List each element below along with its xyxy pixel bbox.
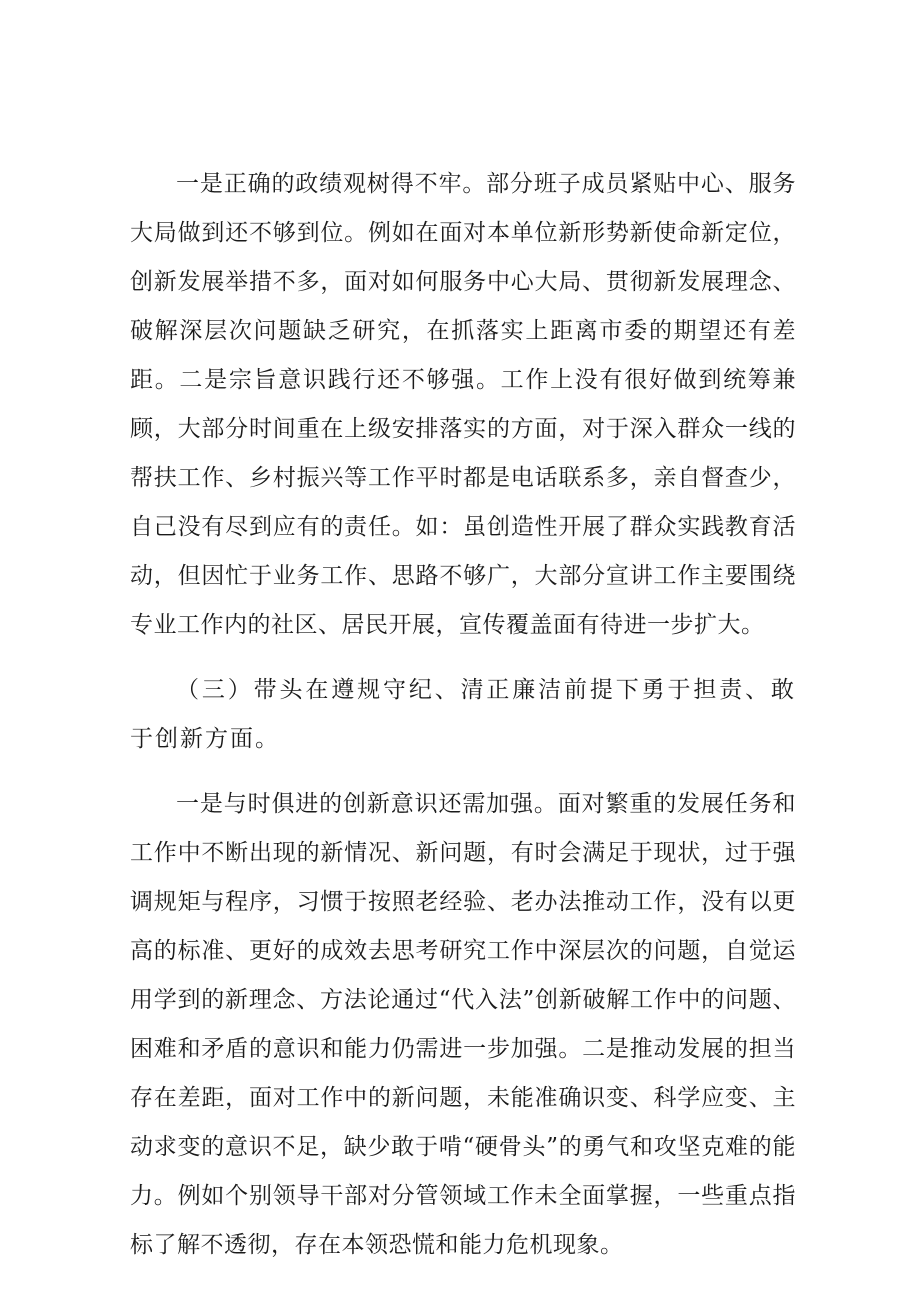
paragraph-innovation-awareness: 一是与时俱进的创新意识还需加强。面对繁重的发展任务和工作中不断出现的新情况、新问题，有时会满足于现状，过于强调规矩与程序，习惯于按照老经验、老办法推动工作，没有以更高的标准、更好的成效去思考研究工作中深层次的问题，自觉运用学到的新理念、方法论通过“代入法”创新破解工作中的问题、困难和矛盾的意识和能力仍需进一步加强。二是推动发展的担当存在差距，面对工作中的新问题，未能准确识变、科学应变、主动求变的意识不足，缺少敢于啃“硬骨头”的勇气和攻坚克难的能力。例如个别领导干部对分管领域工作未全面掌握，一些重点指标了解不透彻，存在本领恐慌和能力危机现象。 bbox=[130, 791, 796, 1258]
paragraph-political-performance: 一是正确的政绩观树得不牢。部分班子成员紧贴中心、服务大局做到还不够到位。例如在面对本单位新形势新使命新定位，创新发展举措不多，面对如何服务中心大局、贯彻新发展理念、破解深层次问题缺乏研究，在抓落实上距离市委的期望还有差距。二是宗旨意识践行还不够强。工作上没有很好做到统筹兼顾，大部分时间重在上级安排落实的方面，对于深入群众一线的帮扶工作、乡村振兴等工作平时都是电话联系多，亲自督查少，自己没有尽到应有的责任。如：虽创造性开展了群众实践教育活动，但因忙于业务工作、思路不够广，大部分宣讲工作主要围绕专业工作内的社区、居民开展，宣传覆盖面有待进一步扩大。 bbox=[130, 171, 796, 638]
section-heading-three: （三）带头在遵规守纪、清正廉洁前提下勇于担责、敢于创新方面。 bbox=[130, 677, 796, 752]
document-page bbox=[130, 160, 796, 1270]
